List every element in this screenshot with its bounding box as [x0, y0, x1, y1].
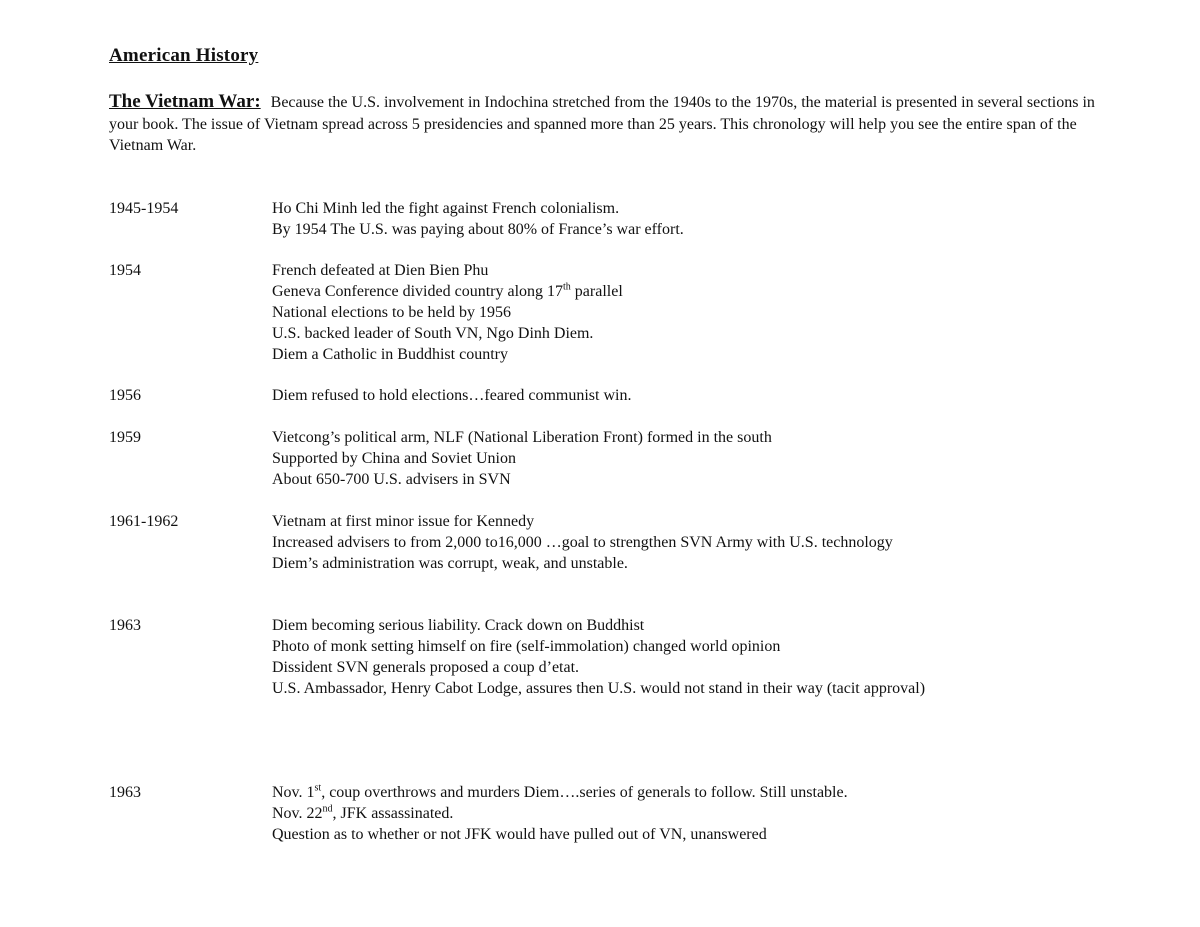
- entry-line: Supported by China and Soviet Union: [272, 450, 516, 467]
- entry-lines: [272, 260, 1102, 365]
- entry-year: 1954: [109, 262, 141, 279]
- entry-lines: [272, 427, 1102, 490]
- entry-year: 1961-1962: [109, 513, 179, 530]
- entry-line: Diem a Catholic in Buddhist country: [272, 346, 508, 363]
- entry-line: By 1954 The U.S. was paying about 80% of France’s war effort.: [272, 221, 684, 238]
- entry-line: Diem becoming serious liability. Crack down on Buddhist: [272, 617, 645, 634]
- entry-line: Vietcong’s political arm, NLF (National Liberation Front) formed in the south: [272, 429, 772, 446]
- entry-line: Dissident SVN generals proposed a coup d’etat.: [272, 659, 580, 676]
- entry-lines: [272, 511, 1102, 574]
- entry-year: 1959: [109, 429, 141, 446]
- entry-lines: [272, 385, 1102, 406]
- entry-line: National elections to be held by 1956: [272, 304, 512, 321]
- entry-line: Ho Chi Minh led the fight against French colonialism.: [272, 200, 620, 217]
- entry-lines: [272, 615, 1102, 699]
- entry-year: 1963: [109, 784, 141, 801]
- intro-paragraph: [109, 91, 1099, 157]
- entry-lines: [272, 782, 1102, 845]
- entry-year: 1945-1954: [109, 200, 179, 217]
- entry-line: Nov. 1st, coup overthrows and murders Diem….series of generals to follow. Still unstable.: [272, 782, 848, 801]
- intro-text: Because the U.S. involvement in Indochina stretched from the 1940s to the 1970s, the material is presented in several sections in your book. The issue of Vietnam spread across 5 presidencies and spanned more than 25 years. This chronology will help you see the entire span of the Vietnam War.: [109, 94, 1095, 154]
- intro-heading: The Vietnam War:: [109, 91, 261, 112]
- entry-lines: [272, 198, 1102, 240]
- entry-line: Vietnam at first minor issue for Kennedy: [272, 513, 535, 530]
- entry-line: Question as to whether or not JFK would have pulled out of VN, unanswered: [272, 826, 767, 843]
- entry-year: 1956: [109, 387, 141, 404]
- entry-line: Increased advisers to from 2,000 to16,000 …goal to strengthen SVN Army with U.S. technology: [272, 534, 893, 551]
- entry-line: Photo of monk setting himself on fire (self-immolation) changed world opinion: [272, 638, 781, 655]
- entry-line: French defeated at Dien Bien Phu: [272, 262, 489, 279]
- entry-line: U.S. Ambassador, Henry Cabot Lodge, assures then U.S. would not stand in their way (tacit approval): [272, 680, 926, 697]
- entry-line: About 650-700 U.S. advisers in SVN: [272, 471, 511, 488]
- entry-line: Geneva Conference divided country along 17th parallel: [272, 281, 623, 300]
- entry-line: Nov. 22nd, JFK assassinated.: [272, 803, 454, 822]
- entry-line: U.S. backed leader of South VN, Ngo Dinh Diem.: [272, 325, 594, 342]
- course-title: American History: [109, 45, 259, 66]
- entry-line: Diem refused to hold elections…feared communist win.: [272, 387, 632, 404]
- entry-year: 1963: [109, 617, 141, 634]
- entry-line: Diem’s administration was corrupt, weak, and unstable.: [272, 555, 628, 572]
